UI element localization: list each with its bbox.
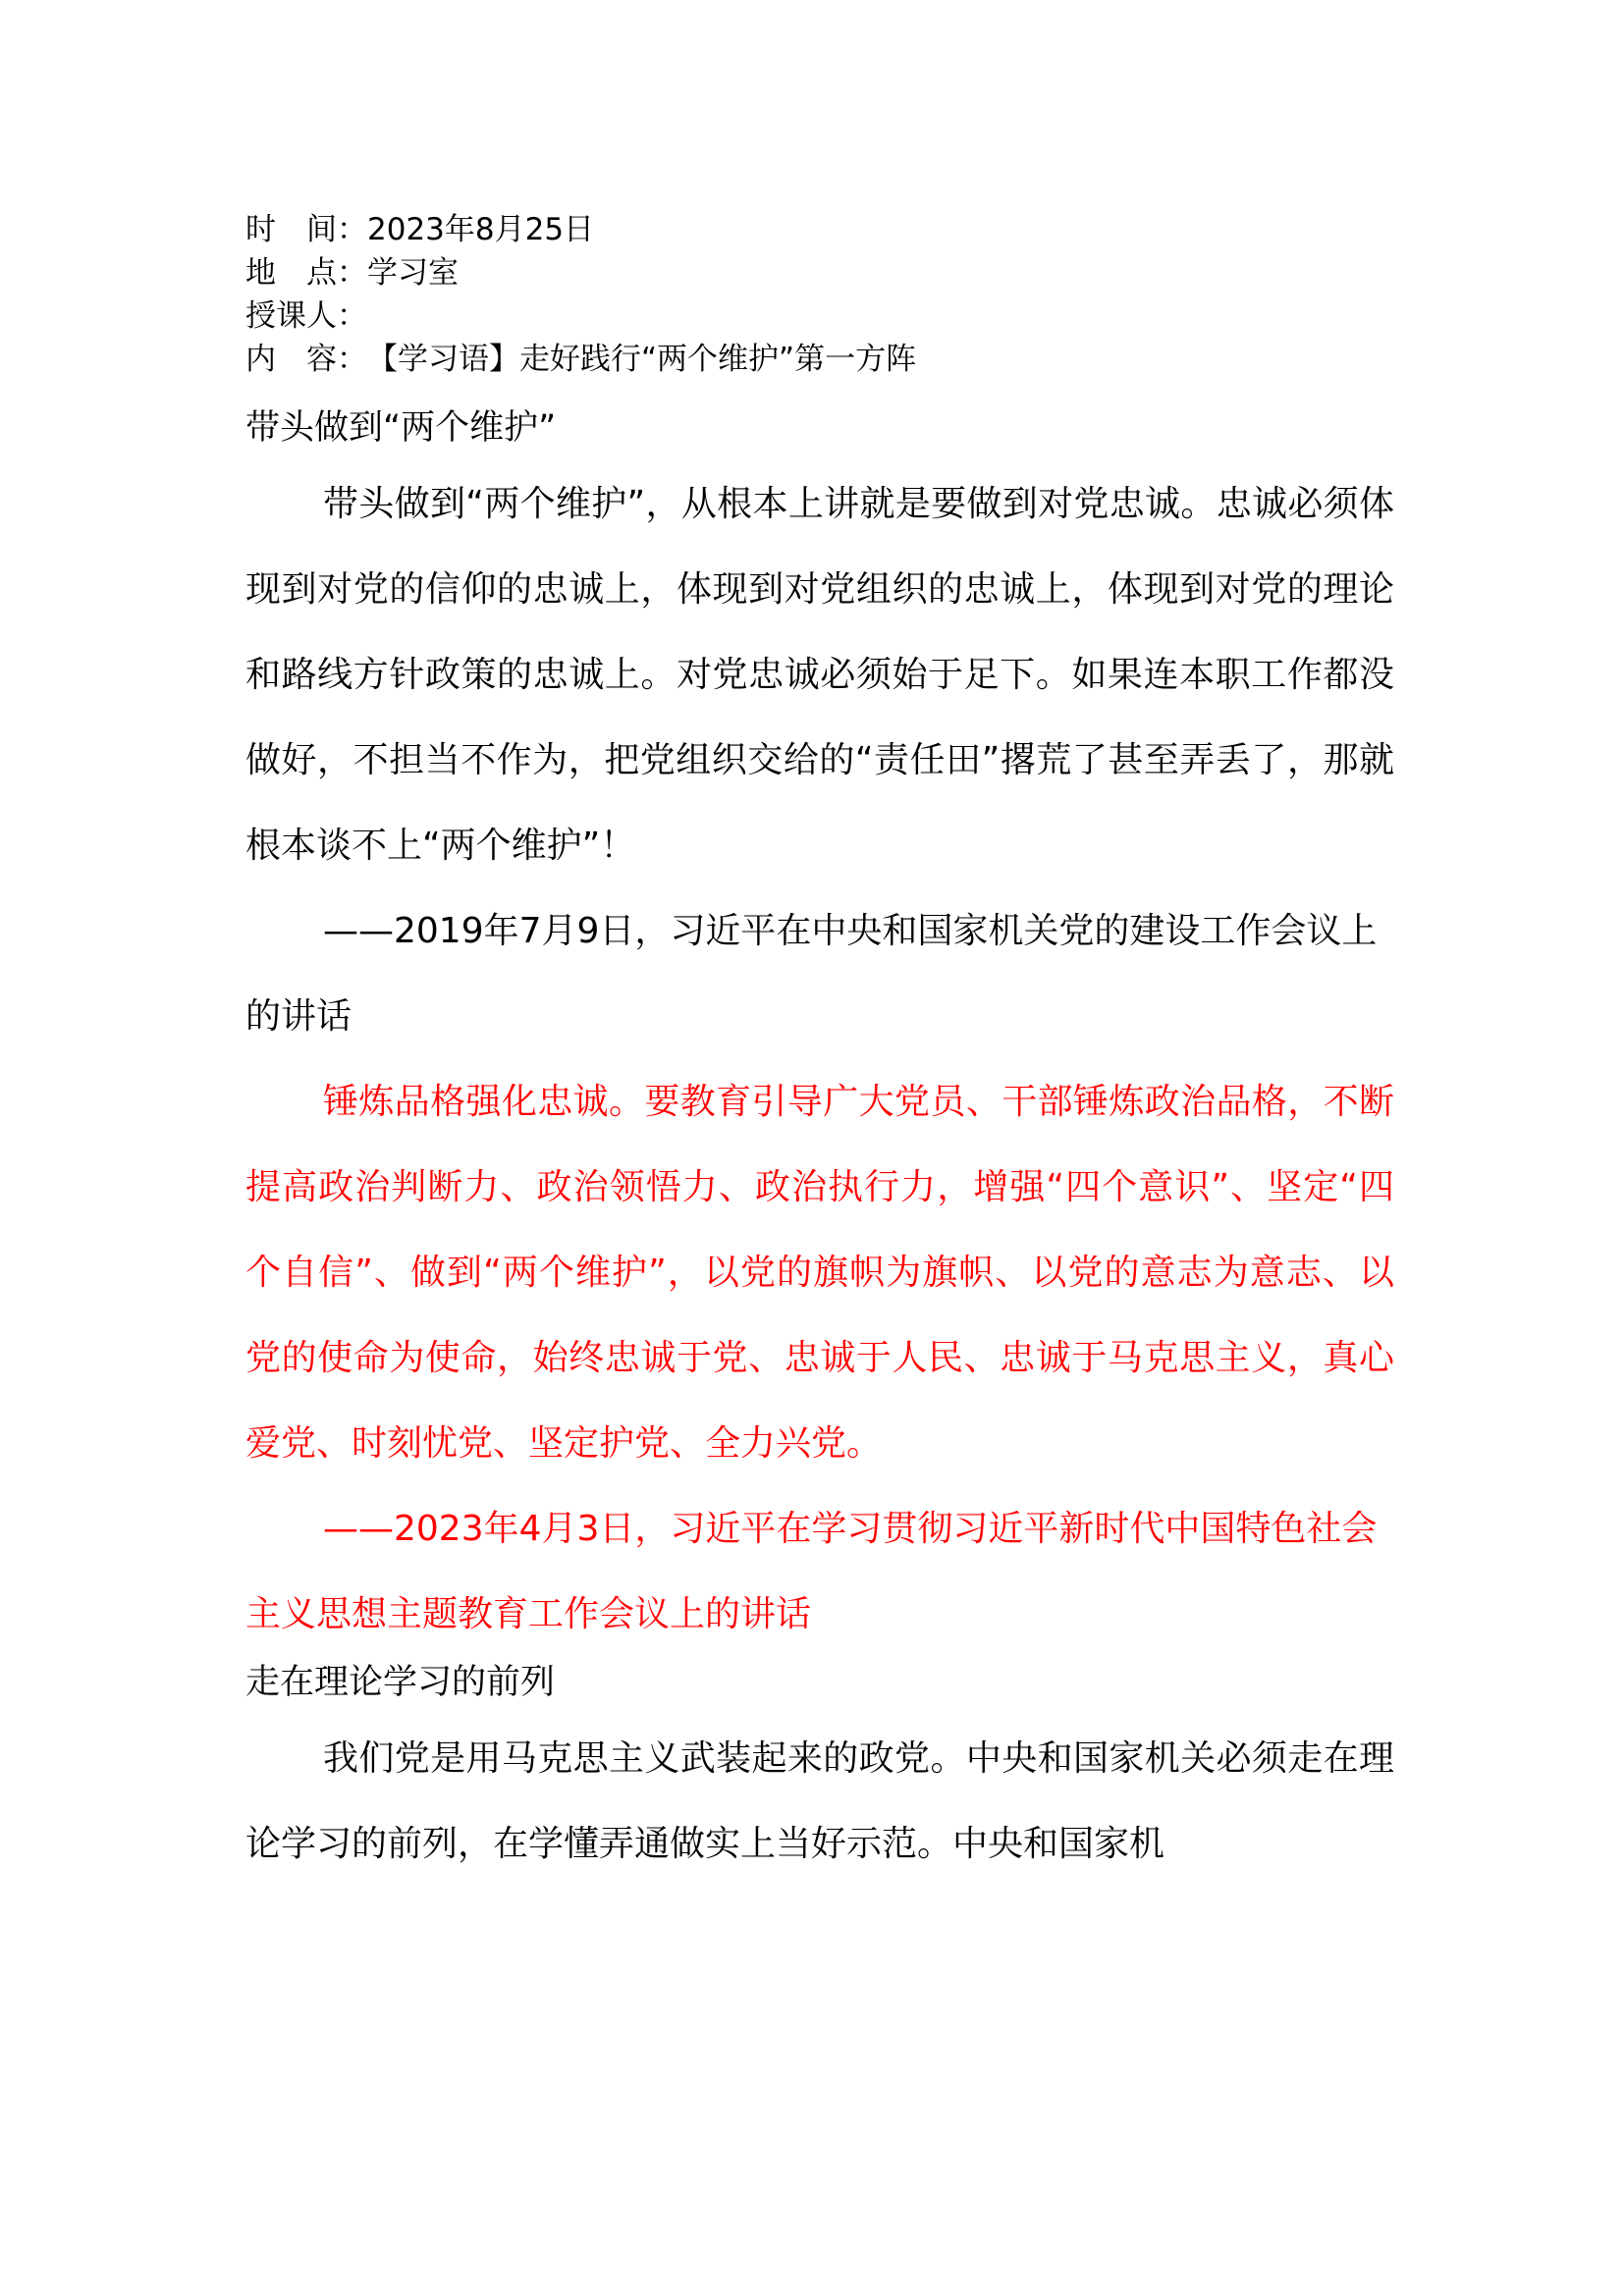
section-heading: 走在理论学习的前列 <box>245 1663 556 1702</box>
meta-content-value: 【学习语】走好践行“两个维护”第一方阵 <box>367 342 917 377</box>
body-paragraph: 带头做到“两个维护”，从根本上讲就是要做到对党忠诚。忠诚必须体现到对党的信仰的忠诚上，体现到对党组织的忠诚上，体现到对党的理论和路线方针政策的忠诚上。对党忠诚必须始于足下。如果连本职工作都没做好，不担当不作为，把党组织交给的“责任田”撂荒了甚至弄丢了，那就根本谈不上“两个维护”！ <box>245 484 1394 866</box>
meta-place-row <box>245 251 1394 294</box>
meta-place-value: 学习室 <box>367 255 459 291</box>
meeting-info <box>245 208 1394 381</box>
meta-content-row <box>245 338 1394 381</box>
document-page <box>245 208 1394 1887</box>
meta-time-row <box>245 208 1394 251</box>
meta-lecturer-label: 授课人： <box>245 298 367 334</box>
meta-lecturer-row <box>245 294 1394 338</box>
citation-paragraph: ——2019年7月9日，习近平在中央和国家机关党的建设工作会议上的讲话 <box>245 911 1378 1037</box>
meta-content-label: 内 容： <box>245 342 367 377</box>
section-heading: 带头做到“两个维护” <box>245 408 557 448</box>
body-paragraph: 我们党是用马克思主义武装起来的政党。中央和国家机关必须走在理论学习的前列，在学懂弄通做实上当好示范。中央和国家机 <box>245 1738 1394 1864</box>
meta-time-label: 时 间： <box>245 212 367 247</box>
meta-place-label: 地 点： <box>245 255 367 291</box>
highlight-paragraph: 锤炼品格强化忠诚。要教育引导广大党员、干部锤炼政治品格，不断提高政治判断力、政治领悟力、政治执行力，增强“四个意识”、坚定“四个自信”、做到“两个维护”，以党的旗帜为旗帜、以党的意志为意志、以党的使命为使命，始终忠诚于党、忠诚于人民、忠诚于马克思主义，真心爱党、时刻忧党、坚定护党、全力兴党。 <box>245 1082 1394 1464</box>
highlight-citation-paragraph: ——2023年4月3日，习近平在学习贯彻习近平新时代中国特色社会主义思想主题教育工作会议上的讲话 <box>245 1509 1378 1634</box>
meta-time-value: 2023年8月25日 <box>367 212 595 247</box>
